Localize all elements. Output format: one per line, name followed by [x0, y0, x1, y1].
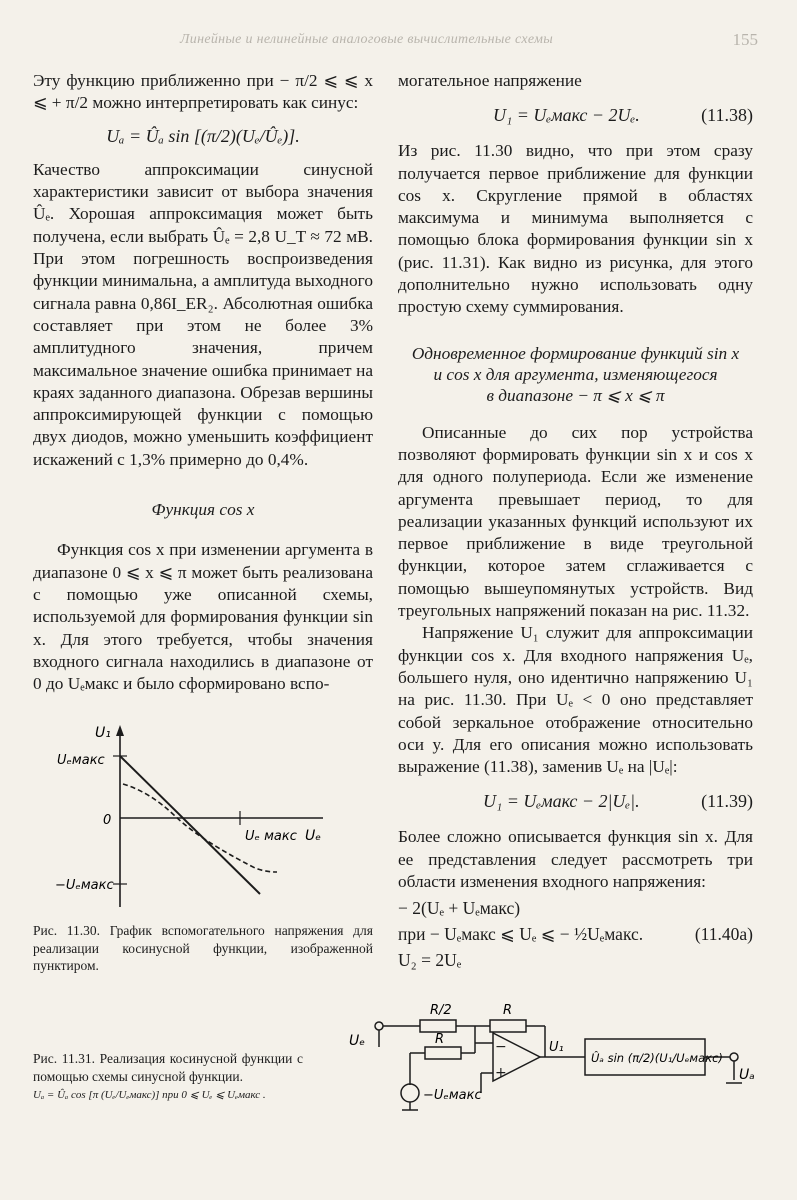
page-number: 155 [732, 30, 758, 49]
piecewise-expr: − 2(Uₑ + Uₑмакс) [398, 898, 521, 919]
zero-label: 0 [103, 813, 112, 828]
paragraph: Описанные до сих пор устройства позволяют формировать функции sin x и cos x для одного полупериода. Если же изменение аргумента превышает период, то для реализации указанных функций используют их первое приближение в виде треугольной функции, которое затем сглаживается с помощью вышеупомянутых устройств. Вид треугольных напряжений показан на рис. 11.32. [398, 422, 753, 621]
opamp-plus: + [495, 1065, 507, 1081]
equation-number: (11.39) [701, 791, 753, 812]
resistor-r-half [420, 1020, 456, 1032]
heading-line: Одновременное формирование функций sin x [411, 343, 740, 363]
paragraph: могательное напряжение [398, 71, 582, 90]
piecewise-line [398, 923, 753, 949]
voltage-source [401, 1084, 419, 1102]
paragraph: Функция cos x при изменении аргумента в диапазоне 0 ⩽ x ⩽ π может быть реализована с помощью уже описанной схемы, используемой для формирования функции sin x. Для этого требуется, чтобы значения входного сигнала находились в диапазоне от 0 до Uₑмакс и было сформировано вспо- [33, 540, 373, 694]
piecewise-line [398, 897, 753, 923]
running-header [150, 30, 770, 54]
piecewise-expr: U₂ = 2Uₑ [398, 950, 462, 971]
output-label: Uₐ [739, 1067, 755, 1083]
heading-line: в диапазоне − π ⩽ x ⩽ π [486, 385, 665, 405]
figure-11-31-caption [33, 1050, 303, 1105]
linear-voltage-line [120, 756, 260, 894]
cosine-dashed-curve [123, 784, 277, 872]
piecewise-line [398, 949, 753, 975]
formula-sine: Uₐ = Ûₐ sin [(π/2)(Uₑ/Ûₑ)]. [106, 125, 300, 146]
y-axis-arrow [116, 725, 124, 736]
equation-body: U₁ = Uₑмакс − 2|Uₑ|. [483, 791, 640, 812]
output-terminal [730, 1053, 738, 1061]
x-axis-label: Uₑ [305, 828, 322, 844]
paragraph: Из рис. 11.30 видно, что при этом сразу получается первое приближение для функции cos x. Скругление прямой в областях максимума и минимума выполняется с помощью блока формирования функции sin x (рис. 11.31). Как видно из рисунка, для этого дополнительно нужно использовать одну простую схему суммирования. [398, 141, 753, 317]
piecewise-cond: при − Uₑмакс ⩽ Uₑ ⩽ − ½Uₑмакс. [398, 924, 644, 945]
label-r-half: R/2 [430, 1003, 452, 1018]
section-heading-cos: Функция cos x [151, 500, 255, 520]
x-tick-label: Uₑ макс [245, 829, 297, 844]
y-max-label: Uₑмакс [57, 753, 105, 768]
resistor-r-input [425, 1047, 461, 1059]
figure-11-30-caption: Рис. 11.30. График вспомогательного напряжения для реализации косинусной функции, изображенной пунктиром. [33, 923, 373, 973]
piecewise-definition [398, 897, 753, 975]
section-heading-sincos [398, 343, 753, 406]
running-title: Линейные и нелинейные аналоговые вычислительные схемы [180, 32, 554, 47]
equation-body: U₁ = Uₑмакс − 2Uₑ. [493, 105, 640, 126]
paragraph: Эту функцию приближенно при − π/2 ⩽ ⩽ x ⩽ + π/2 можно интерпретировать как синус: [33, 71, 373, 113]
opamp-minus: − [495, 1039, 507, 1055]
paragraph: Качество аппроксимации синусной характеристики зависит от выбора значения Ûₑ. Хорошая аппроксимация может быть получена, если выбрать Ûₑ = 2,8 U_T ≈ 72 мВ. При этом погрешность воспроизведения функции минимальна, а амплитуда выходного сигнала равна 0,86I_ER₂. Абсолютная ошибка составляет при этом не более 3% амплитудного значения, причем максимальное значение ошибка принимает на краях заданного диапазона. Обрезав вершины аппроксимирующей функции с помощью двух диодов, можно уменьшить коэффициент искажений с 1,3% примерно до 0,4%. [33, 159, 373, 469]
label-r-feedback: R [503, 1003, 513, 1018]
equation-number: (11.40a) [694, 924, 753, 945]
input-terminal [375, 1022, 383, 1030]
figure-11-30-plot [55, 722, 345, 917]
y-min-label: −Uₑмакс [55, 878, 114, 893]
label-r-input: R [435, 1032, 445, 1047]
source-label: −Uₑмакс [423, 1088, 482, 1103]
input-label: Uₑ [349, 1033, 366, 1049]
equation-number: (11.38) [701, 105, 753, 126]
heading-line: и cos x для аргумента, изменяющегося [433, 364, 718, 384]
equation-11-39 [398, 786, 753, 816]
opamp-output-label: U₁ [549, 1040, 564, 1055]
right-column [398, 70, 753, 975]
paragraph: Напряжение U₁ служит для аппроксимации функции cos x. Для входного напряжения Uₑ, большего нуля, оно идентично напряжению U₁ на рис. 11.30. При Uₑ < 0 оно представляет собой зеркальное отображение относительно оси y. Для его описания можно использовать выражение (11.38), заменив Uₑ на |Uₑ|: [398, 623, 753, 777]
equation-11-38 [398, 100, 753, 130]
block-formula: Ûₐ sin (π/2)(U₁/Uₑмакс) [591, 1051, 723, 1065]
resistor-r-feedback [490, 1020, 526, 1032]
caption-text: Рис. 11.31. Реализация косинусной функции с помощью схемы синусной функции. [33, 1051, 303, 1084]
left-column [33, 70, 373, 695]
y-axis-label: U₁ [95, 725, 111, 741]
figure-11-31-circuit [335, 995, 775, 1115]
paragraph: Более сложно описывается функция sin x. Для ее представления следует рассмотреть три области изменения входного напряжения: [398, 827, 753, 892]
caption-formula: Uₐ = Ûₐ cos [π (Uₑ/Uₑмакс)] при 0 ⩽ Uₑ ⩽ Uₑмакс . [33, 1089, 266, 1101]
